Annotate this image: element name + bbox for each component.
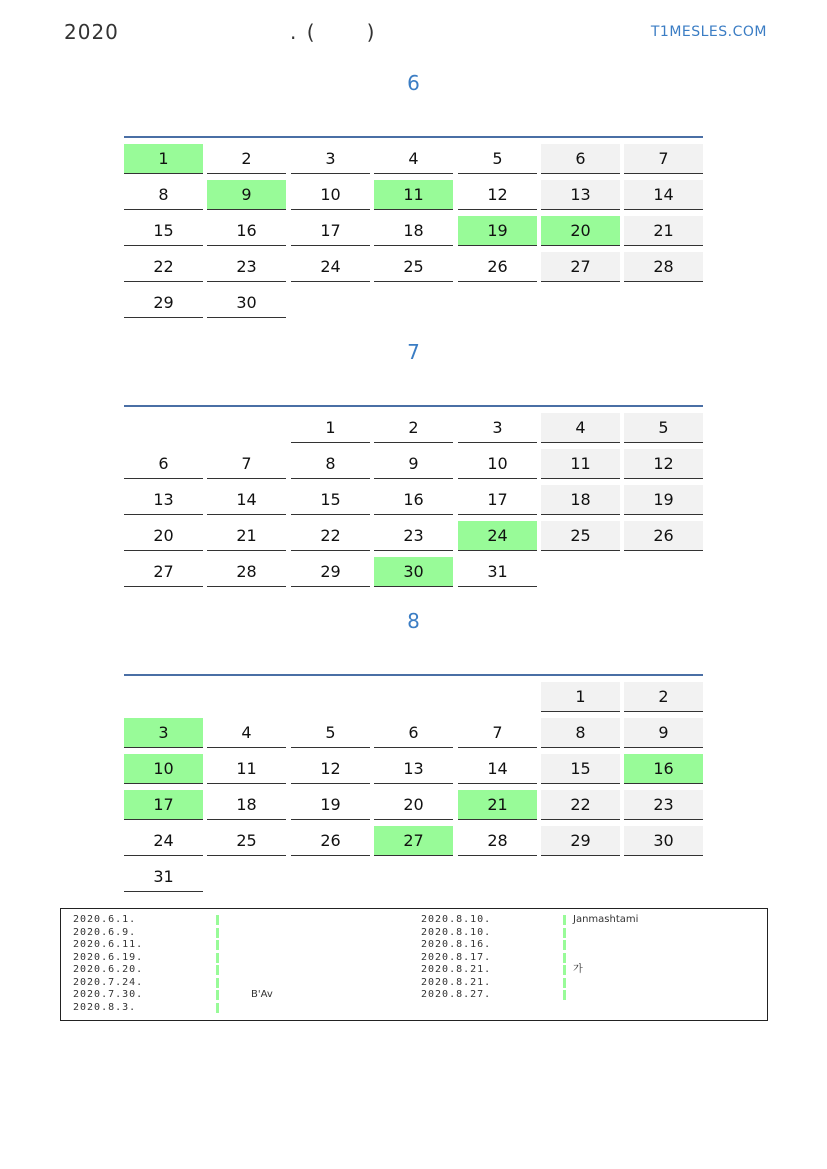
day-cell: 25 bbox=[207, 826, 286, 856]
day-cell: 23 bbox=[624, 790, 703, 820]
day-cell: 25 bbox=[374, 252, 453, 282]
day-cell: 26 bbox=[458, 252, 537, 282]
day-cell: 10 bbox=[291, 180, 370, 210]
day-cell: 11 bbox=[207, 754, 286, 784]
day-cell: 7 bbox=[624, 144, 703, 174]
legend-date: 2020.8.10. bbox=[421, 926, 492, 938]
legend-date: 2020.7.24. bbox=[73, 976, 144, 988]
day-cell: 2 bbox=[207, 144, 286, 174]
legend-marker bbox=[563, 940, 566, 950]
day-cell: 3 bbox=[291, 144, 370, 174]
legend-marker bbox=[216, 978, 219, 988]
day-cell: 8 bbox=[291, 449, 370, 479]
day-cell: 22 bbox=[541, 790, 620, 820]
day-cell: 28 bbox=[458, 826, 537, 856]
day-cell: 14 bbox=[458, 754, 537, 784]
day-cell: 26 bbox=[291, 826, 370, 856]
day-cell: 15 bbox=[124, 216, 203, 246]
day-cell: 11 bbox=[541, 449, 620, 479]
legend-holiday-name: Janmashtami bbox=[573, 914, 639, 925]
legend-marker bbox=[216, 1003, 219, 1013]
day-cell: 30 bbox=[207, 288, 286, 318]
day-cell: 19 bbox=[458, 216, 537, 246]
legend-marker bbox=[216, 990, 219, 1000]
day-cell: 17 bbox=[124, 790, 203, 820]
day-cell: 22 bbox=[291, 521, 370, 551]
day-cell: 31 bbox=[124, 862, 203, 892]
day-cell: 28 bbox=[624, 252, 703, 282]
legend-marker bbox=[216, 928, 219, 938]
day-cell: 22 bbox=[124, 252, 203, 282]
day-cell: 16 bbox=[207, 216, 286, 246]
day-cell: 21 bbox=[624, 216, 703, 246]
day-cell: 13 bbox=[124, 485, 203, 515]
day-cell: 16 bbox=[374, 485, 453, 515]
day-cell: 11 bbox=[374, 180, 453, 210]
day-cell: 6 bbox=[124, 449, 203, 479]
day-cell: 24 bbox=[291, 252, 370, 282]
day-cell: 19 bbox=[291, 790, 370, 820]
day-cell: 23 bbox=[374, 521, 453, 551]
day-cell: 12 bbox=[624, 449, 703, 479]
day-cell: 29 bbox=[541, 826, 620, 856]
legend-date: 2020.8.21. bbox=[421, 964, 492, 975]
legend-holiday-name: B'Av bbox=[251, 989, 273, 1000]
day-cell: 20 bbox=[541, 216, 620, 246]
day-cell: 13 bbox=[541, 180, 620, 210]
month-title: 6 bbox=[407, 71, 420, 95]
legend-date: 2020.8.10. bbox=[421, 914, 492, 925]
day-cell: 18 bbox=[541, 485, 620, 515]
day-cell: 7 bbox=[207, 449, 286, 479]
legend-date: 2020.6.20. bbox=[73, 964, 144, 975]
day-cell: 29 bbox=[124, 288, 203, 318]
day-cell: 3 bbox=[458, 413, 537, 443]
day-cell: 16 bbox=[624, 754, 703, 784]
legend-marker bbox=[563, 990, 566, 1000]
header-year: 2020 bbox=[64, 20, 119, 44]
legend-date: 2020.6.1. bbox=[73, 914, 137, 925]
month-rule bbox=[124, 405, 703, 407]
day-cell: 31 bbox=[458, 557, 537, 587]
day-cell: 10 bbox=[124, 754, 203, 784]
day-cell: 29 bbox=[291, 557, 370, 587]
month-title: 7 bbox=[407, 340, 420, 364]
day-cell: 1 bbox=[541, 682, 620, 712]
legend-marker bbox=[216, 915, 219, 925]
day-cell: 23 bbox=[207, 252, 286, 282]
legend-marker bbox=[563, 965, 566, 975]
day-cell: 19 bbox=[624, 485, 703, 515]
day-cell: 9 bbox=[207, 180, 286, 210]
legend-date: 2020.6.9. bbox=[73, 926, 137, 938]
day-cell: 12 bbox=[291, 754, 370, 784]
legend-date: 2020.8.27. bbox=[421, 989, 492, 1000]
day-cell: 1 bbox=[291, 413, 370, 443]
day-cell: 9 bbox=[374, 449, 453, 479]
day-cell: 5 bbox=[291, 718, 370, 748]
day-cell: 28 bbox=[207, 557, 286, 587]
month-title: 8 bbox=[407, 609, 420, 633]
day-cell: 21 bbox=[207, 521, 286, 551]
header-title: . ( ) bbox=[290, 20, 377, 44]
day-cell: 6 bbox=[374, 718, 453, 748]
legend-date: 2020.8.16. bbox=[421, 939, 492, 950]
day-cell: 21 bbox=[458, 790, 537, 820]
day-cell: 17 bbox=[458, 485, 537, 515]
day-cell: 5 bbox=[624, 413, 703, 443]
day-cell: 27 bbox=[541, 252, 620, 282]
day-cell: 27 bbox=[124, 557, 203, 587]
day-cell: 6 bbox=[541, 144, 620, 174]
day-cell: 14 bbox=[624, 180, 703, 210]
day-cell: 27 bbox=[374, 826, 453, 856]
site-link[interactable]: T1MESLES.COM bbox=[650, 24, 767, 40]
legend-marker bbox=[563, 928, 566, 938]
legend-marker bbox=[216, 953, 219, 963]
day-cell: 20 bbox=[374, 790, 453, 820]
month-rule bbox=[124, 674, 703, 676]
day-cell: 7 bbox=[458, 718, 537, 748]
legend-marker bbox=[563, 915, 566, 925]
day-cell: 30 bbox=[624, 826, 703, 856]
legend-date: 2020.6.11. bbox=[73, 939, 144, 950]
legend-marker bbox=[216, 940, 219, 950]
legend-date: 2020.8.3. bbox=[73, 1001, 137, 1013]
day-cell: 14 bbox=[207, 485, 286, 515]
day-cell: 15 bbox=[291, 485, 370, 515]
day-cell: 9 bbox=[624, 718, 703, 748]
day-cell: 24 bbox=[124, 826, 203, 856]
holiday-legend bbox=[60, 908, 768, 1021]
legend-marker bbox=[216, 965, 219, 975]
day-cell: 25 bbox=[541, 521, 620, 551]
day-cell: 2 bbox=[374, 413, 453, 443]
day-cell: 2 bbox=[624, 682, 703, 712]
day-cell: 24 bbox=[458, 521, 537, 551]
day-cell: 10 bbox=[458, 449, 537, 479]
day-cell: 1 bbox=[124, 144, 203, 174]
day-cell: 4 bbox=[374, 144, 453, 174]
day-cell: 5 bbox=[458, 144, 537, 174]
day-cell: 18 bbox=[374, 216, 453, 246]
month-rule bbox=[124, 136, 703, 138]
day-cell: 12 bbox=[458, 180, 537, 210]
day-cell: 13 bbox=[374, 754, 453, 784]
day-cell: 18 bbox=[207, 790, 286, 820]
legend-date: 2020.7.30. bbox=[73, 989, 144, 1000]
day-cell: 3 bbox=[124, 718, 203, 748]
day-cell: 8 bbox=[124, 180, 203, 210]
day-cell: 17 bbox=[291, 216, 370, 246]
day-cell: 8 bbox=[541, 718, 620, 748]
legend-date: 2020.6.19. bbox=[73, 951, 144, 963]
legend-date: 2020.8.17. bbox=[421, 951, 492, 963]
day-cell: 4 bbox=[207, 718, 286, 748]
day-cell: 26 bbox=[624, 521, 703, 551]
legend-marker bbox=[563, 978, 566, 988]
legend-marker bbox=[563, 953, 566, 963]
day-cell: 15 bbox=[541, 754, 620, 784]
legend-date: 2020.8.21. bbox=[421, 976, 492, 988]
day-cell: 30 bbox=[374, 557, 453, 587]
legend-holiday-name: 가 bbox=[573, 964, 583, 975]
day-cell: 20 bbox=[124, 521, 203, 551]
day-cell: 4 bbox=[541, 413, 620, 443]
